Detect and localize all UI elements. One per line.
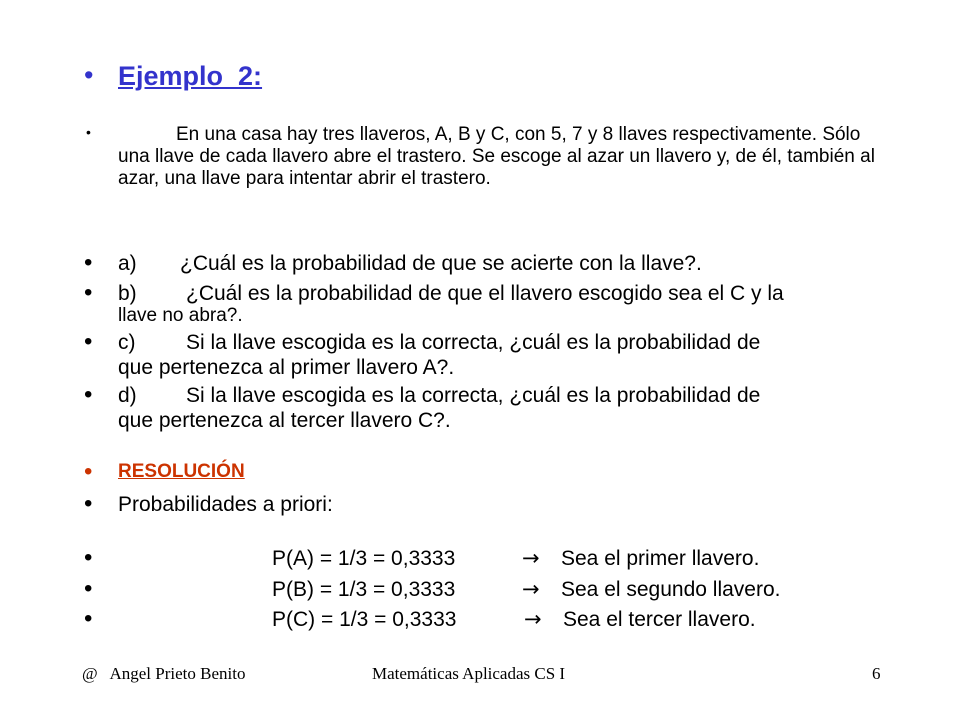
prior-b-expression: P(B) = 1/3 = 0,3333 xyxy=(272,578,456,601)
prior-c-description: Sea el tercer llavero. xyxy=(563,608,756,631)
question-d-text-line1: Si la llave escogida es la correcta, ¿cuál es la probabilidad de xyxy=(186,384,761,407)
footer-course: Matemáticas Aplicadas CS I xyxy=(372,664,566,683)
question-a-label: a) xyxy=(118,252,137,275)
prior-b-bullet: • xyxy=(84,575,93,602)
resolution-bullet: • xyxy=(84,458,93,485)
prior-c-arrow-icon: → xyxy=(524,607,542,631)
title-bullet: • xyxy=(84,60,94,90)
priori-bullet: • xyxy=(84,490,93,517)
prior-c-expression: P(C) = 1/3 = 0,3333 xyxy=(272,608,457,631)
priori-label: Probabilidades a priori: xyxy=(118,493,333,516)
intro-bullet: • xyxy=(86,124,91,140)
question-c-bullet: • xyxy=(84,328,93,355)
question-b-label: b) xyxy=(118,282,137,305)
prior-a-description: Sea el primer llavero. xyxy=(561,547,760,570)
intro-paragraph: En una casa hay tres llaveros, A, B y C, con 5, 7 y 8 llaves respectivamente. Sólo una llave de cada llavero abre el trastero. Se escoge al azar un llavero y, de él, también al azar, una llave para intentar abrir el trastero. xyxy=(118,124,875,189)
prior-a-bullet: • xyxy=(84,544,93,571)
question-b-text-line2: llave no abra?. xyxy=(118,305,243,326)
prior-c-bullet: • xyxy=(84,605,93,632)
footer-author: @ Angel Prieto Benito xyxy=(82,664,246,683)
question-c-text-line2: que pertenezca al primer llavero A?. xyxy=(118,356,455,379)
prior-b-description: Sea el segundo llavero. xyxy=(561,578,781,601)
slide-title: Ejemplo_2: xyxy=(118,61,263,91)
question-b-bullet: • xyxy=(84,279,93,306)
resolution-heading: RESOLUCIÓN xyxy=(118,461,245,482)
footer-page-number: 6 xyxy=(872,664,881,683)
question-a-bullet: • xyxy=(84,249,93,276)
question-c-label: c) xyxy=(118,331,136,354)
question-d-text-line2: que pertenezca al tercer llavero C?. xyxy=(118,409,451,432)
prior-a-expression: P(A) = 1/3 = 0,3333 xyxy=(272,547,456,570)
question-c-text-line1: Si la llave escogida es la correcta, ¿cuál es la probabilidad de xyxy=(186,331,761,354)
question-d-label: d) xyxy=(118,384,137,407)
question-b-text-line1: ¿Cuál es la probabilidad de que el llavero escogido sea el C y la xyxy=(186,282,784,305)
question-a-text: ¿Cuál es la probabilidad de que se acierte con la llave?. xyxy=(180,252,702,275)
question-d-bullet: • xyxy=(84,381,93,408)
prior-a-arrow-icon: → xyxy=(522,546,540,570)
prior-b-arrow-icon: → xyxy=(522,577,540,601)
